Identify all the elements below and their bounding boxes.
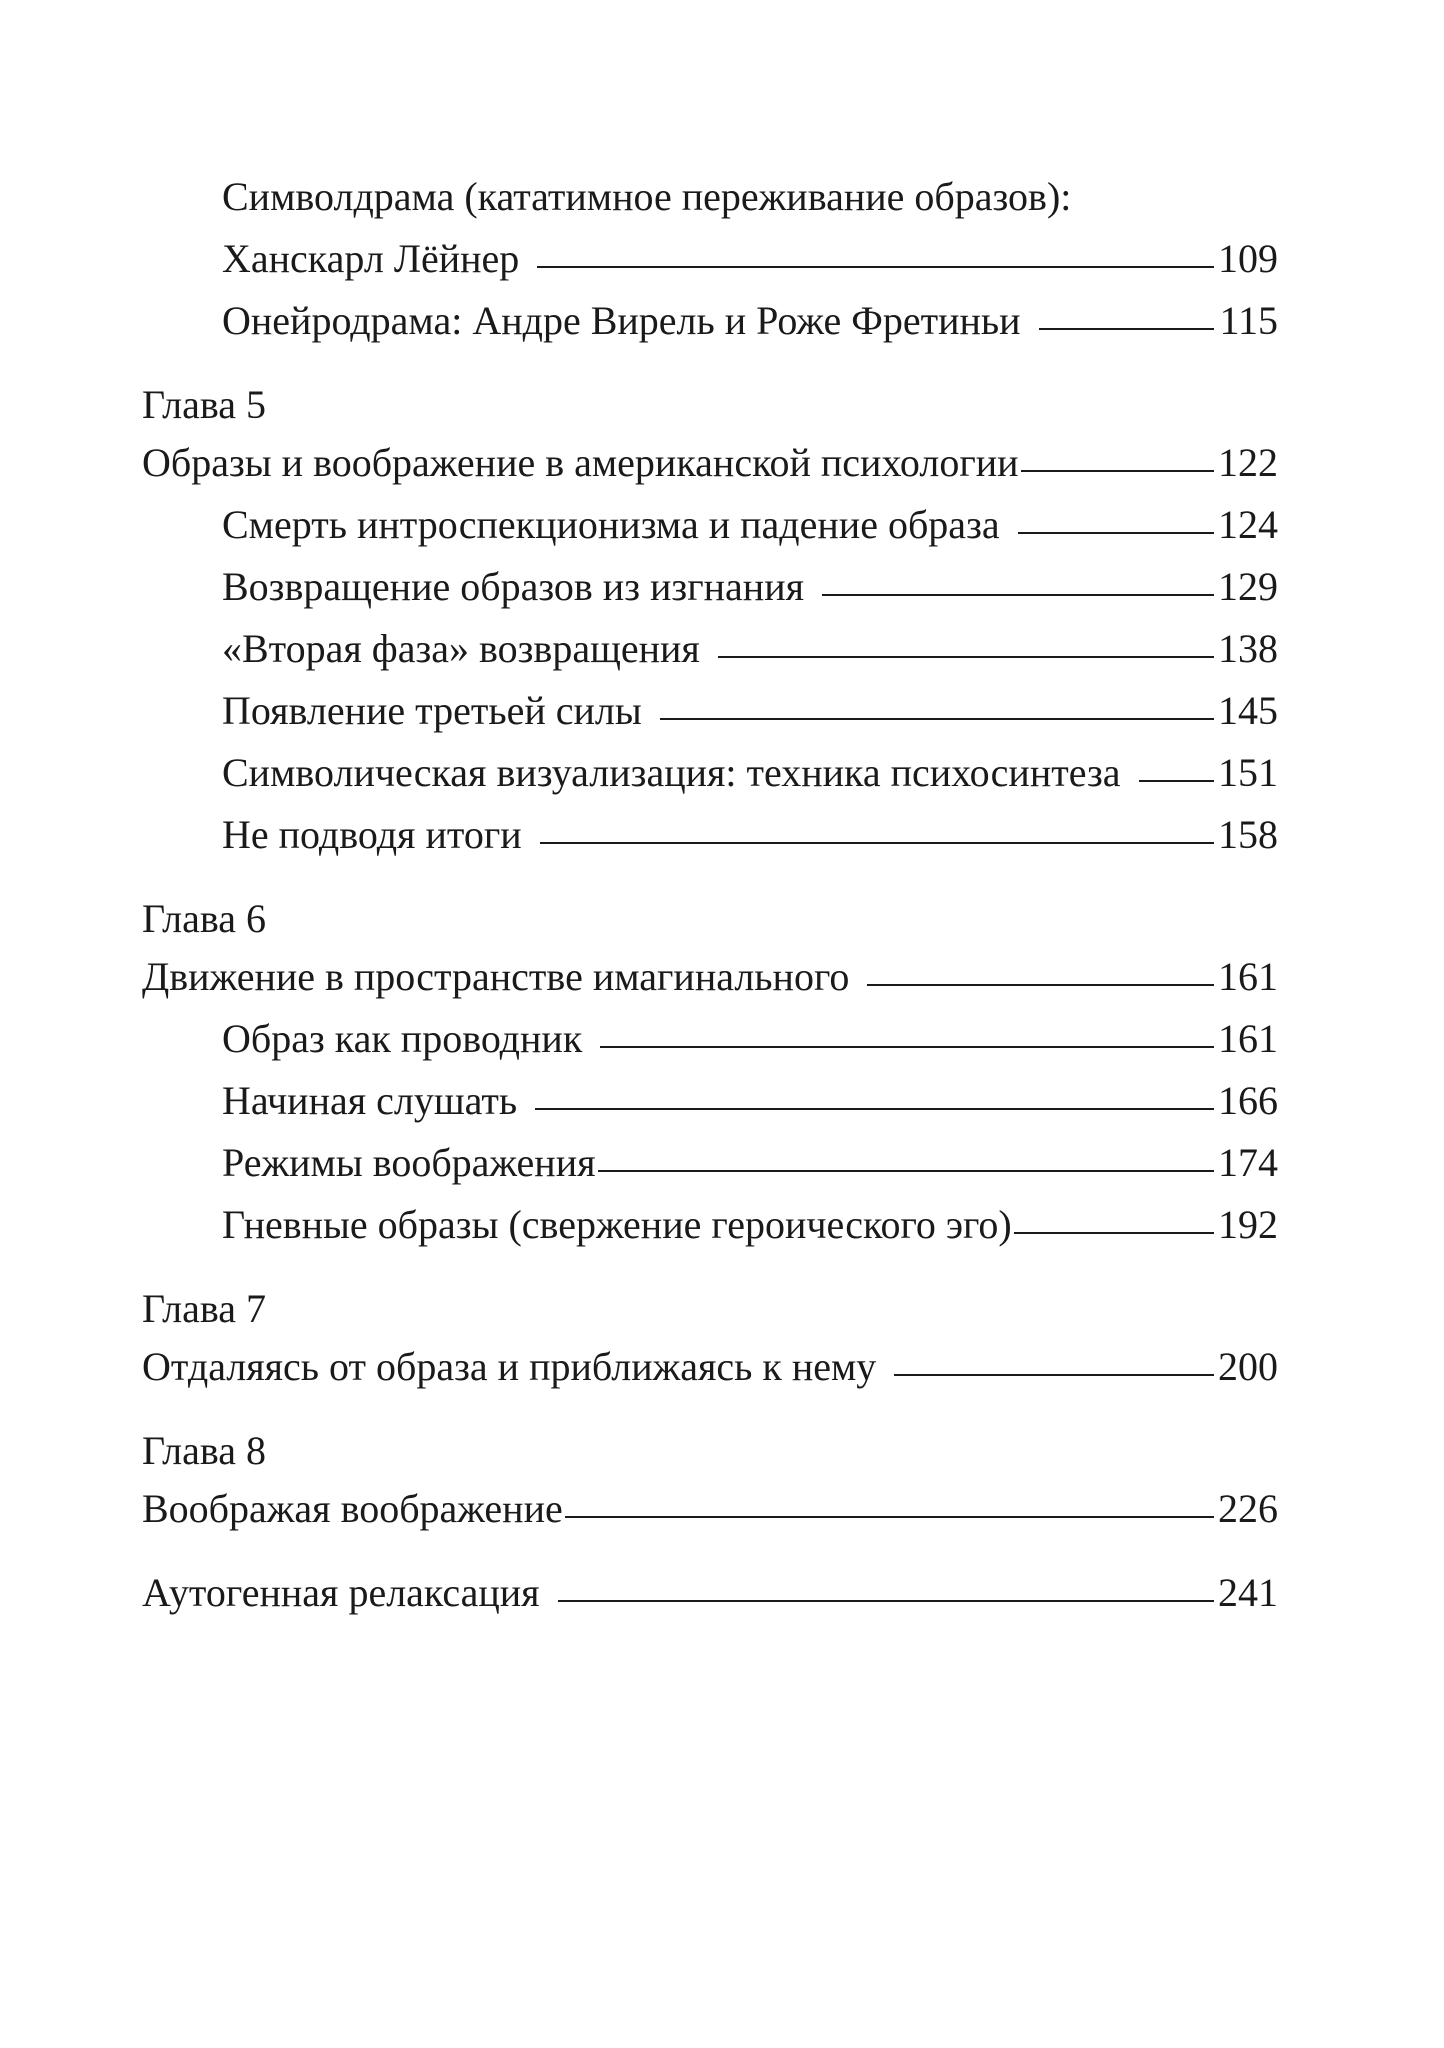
toc-leader-line	[1039, 328, 1214, 330]
toc-entry-symboldrama	[142, 228, 1278, 290]
chapter-7-heading	[142, 1278, 1278, 1336]
chapter-5-heading	[142, 374, 1278, 432]
toc-entry-label: Символическая визуализация: техника психосинтеза	[222, 750, 1121, 795]
chapter-7-title	[142, 1336, 1278, 1398]
toc-page-number: 145	[1218, 688, 1278, 733]
chapter-5-title	[142, 432, 1278, 494]
toc-page-number: 129	[1218, 564, 1278, 609]
toc-entry-symboldrama-line1	[142, 166, 1278, 228]
toc-page-number: 109	[1218, 236, 1278, 281]
toc-entry	[142, 494, 1278, 556]
toc-leader-line	[867, 984, 1214, 986]
toc-entry	[142, 618, 1278, 680]
toc-page-number: 166	[1218, 1078, 1278, 1123]
toc-leader-line	[537, 266, 1214, 268]
toc-page-number: 115	[1219, 298, 1278, 343]
chapter-8-heading	[142, 1420, 1278, 1478]
toc-leader-line	[535, 1108, 1214, 1110]
toc-page-number: 174	[1218, 1140, 1278, 1185]
toc-leader-line	[598, 1170, 1215, 1172]
chapter-heading: Глава 6	[142, 896, 266, 941]
toc-leader-line	[1139, 780, 1214, 782]
toc-leader-line	[558, 1600, 1214, 1602]
toc-entry	[142, 556, 1278, 618]
toc-entry-label: Символдрама (кататимное переживание образов):	[222, 174, 1072, 219]
toc-entry-label: Образ как проводник	[222, 1016, 583, 1061]
toc-page-number: 122	[1218, 440, 1278, 485]
toc-entry	[142, 1132, 1278, 1194]
toc-page-number: 161	[1218, 954, 1278, 999]
toc-entry-label: Возвращение образов из изгнания	[222, 564, 804, 609]
toc-entry-label: Появление третьей силы	[222, 688, 642, 733]
toc-entry-label: Режимы воображения	[222, 1140, 596, 1185]
toc-page-number: 151	[1218, 750, 1278, 795]
toc-page-number: 158	[1218, 812, 1278, 857]
table-of-contents	[142, 166, 1278, 1624]
toc-leader-line	[718, 656, 1214, 658]
chapter-title: Отдаляясь от образа и приближаясь к нему	[142, 1344, 877, 1389]
chapter-title: Движение в пространстве имагинального	[142, 954, 850, 999]
toc-entry	[142, 742, 1278, 804]
toc-page-number: 192	[1218, 1202, 1278, 1247]
toc-entry-label: «Вторая фаза» возвращения	[222, 626, 700, 671]
chapter-heading: Глава 7	[142, 1286, 266, 1331]
chapter-title: Образы и воображение в американской психологии	[142, 440, 1019, 485]
toc-page-number: 138	[1218, 626, 1278, 671]
toc-entry-label: Начиная слушать	[222, 1078, 518, 1123]
toc-entry	[142, 680, 1278, 742]
chapter-6-heading	[142, 888, 1278, 946]
toc-entry	[142, 1008, 1278, 1070]
toc-leader-line	[1021, 470, 1214, 472]
chapter-heading: Глава 5	[142, 382, 266, 427]
appendix-entry	[142, 1562, 1278, 1624]
toc-entry-label: Гневные образы (свержение героического эго)	[222, 1202, 1012, 1247]
toc-entry-label: Онейродрама: Андре Вирель и Роже Фретиньи	[222, 298, 1021, 343]
toc-page-number: 124	[1218, 502, 1278, 547]
toc-entry	[142, 804, 1278, 866]
toc-entry-label: Смерть интроспекционизма и падение образа	[222, 502, 1000, 547]
chapter-6-title	[142, 946, 1278, 1008]
toc-leader-line	[600, 1046, 1214, 1048]
toc-page-number: 161	[1218, 1016, 1278, 1061]
toc-leader-line	[540, 842, 1214, 844]
chapter-heading: Глава 8	[142, 1428, 266, 1473]
chapter-title: Воображая воображение	[142, 1486, 563, 1531]
toc-page-number: 241	[1218, 1570, 1278, 1615]
chapter-8-title	[142, 1478, 1278, 1540]
toc-page-number: 200	[1218, 1344, 1278, 1389]
toc-entry	[142, 1070, 1278, 1132]
toc-leader-line	[1014, 1232, 1214, 1234]
toc-page-number: 226	[1218, 1486, 1278, 1531]
appendix-title: Аутогенная релаксация	[142, 1570, 540, 1615]
toc-leader-line	[1018, 532, 1214, 534]
toc-entry	[142, 1194, 1278, 1256]
toc-entry-oneirodrama	[142, 290, 1278, 352]
toc-leader-line	[894, 1374, 1214, 1376]
toc-leader-line	[660, 718, 1214, 720]
toc-entry-label: Ханскарл Лёйнер	[222, 236, 520, 281]
toc-leader-line	[822, 594, 1214, 596]
toc-leader-line	[565, 1516, 1214, 1518]
toc-entry-label: Не подводя итоги	[222, 812, 522, 857]
